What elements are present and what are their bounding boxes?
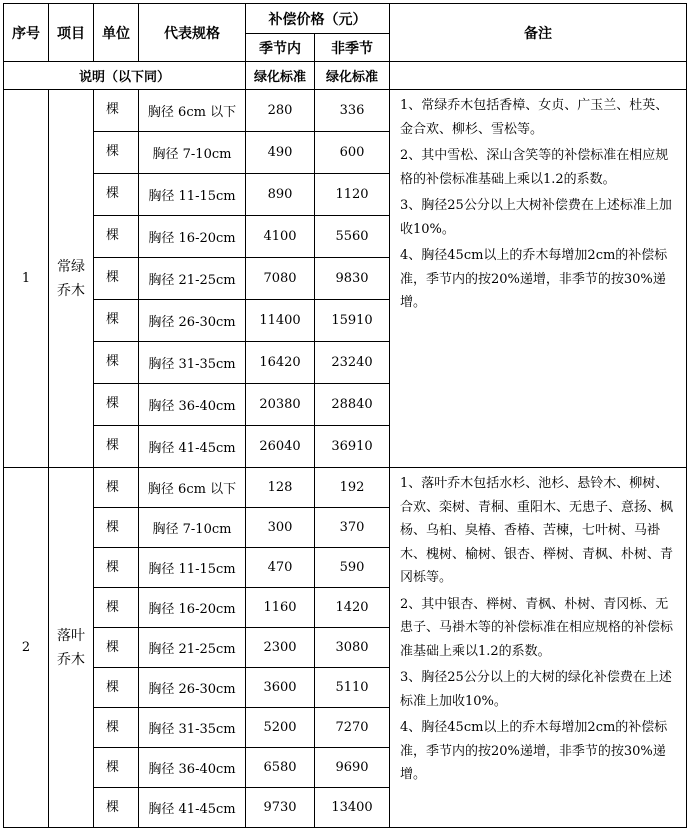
unit-cell: 棵: [94, 216, 139, 258]
in-season-price: 280: [246, 90, 315, 132]
spec-cell: 胸径 21-25cm: [139, 628, 246, 668]
spec-cell: 胸径 21-25cm: [139, 258, 246, 300]
remark-paragraph: 2、其中银杏、榉树、青枫、朴树、青冈栎、无患子、马褂木等的补偿标准在相应规格的补偿标准基础上乘以1.2的系数。: [400, 596, 674, 659]
spec-cell: 胸径 36-40cm: [139, 748, 246, 788]
remark-paragraph: 4、胸径45cm以上的乔木每增加2cm的补偿标准，季节内的按20%递增，非季节的按30%递增。: [400, 720, 668, 782]
unit-cell: 棵: [94, 300, 139, 342]
in-season-price: 490: [246, 132, 315, 174]
spec-cell: 胸径 6cm 以下: [139, 468, 246, 508]
off-season-price: 1120: [315, 174, 390, 216]
unit-cell: 棵: [94, 748, 139, 788]
spec-cell: 胸径 36-40cm: [139, 384, 246, 426]
off-season-price: 5560: [315, 216, 390, 258]
unit-cell: 棵: [94, 468, 139, 508]
off-season-price: 3080: [315, 628, 390, 668]
remark-paragraph: 4、胸径45cm以上的乔木每增加2cm的补偿标准，季节内的按20%递增，非季节的按30%递增。: [400, 248, 668, 310]
unit-cell: 棵: [94, 90, 139, 132]
unit-cell: 棵: [94, 384, 139, 426]
unit-cell: 棵: [94, 426, 139, 468]
off-season-price: 590: [315, 548, 390, 588]
in-season-price: 128: [246, 468, 315, 508]
in-season-price: 1160: [246, 588, 315, 628]
header-explain: 说明（以下同）: [4, 62, 246, 90]
table-body: [4, 90, 687, 828]
spec-cell: 胸径 7-10cm: [139, 508, 246, 548]
table-row: [4, 90, 687, 132]
table-row: [4, 468, 687, 508]
header-seq: 序号: [4, 4, 49, 62]
off-season-price: 336: [315, 90, 390, 132]
category-line: 乔木: [57, 282, 85, 299]
remark-paragraph: 1、落叶乔木包括水杉、池杉、悬铃木、柳树、合欢、栾树、青桐、重阳木、无患子、意扬、枫杨、乌桕、臭椿、香椿、苦楝，七叶树、马褂木、槐树、榆树、银杏、榉树、青枫、朴树、青冈栎等。: [400, 476, 674, 585]
spec-cell: 胸径 7-10cm: [139, 132, 246, 174]
remark-paragraph: 1、常绿乔木包括香樟、女贞、广玉兰、杜英、金合欢、柳杉、雪松等。: [400, 98, 669, 137]
in-season-price: 9730: [246, 788, 315, 828]
group-remarks: [390, 90, 687, 468]
in-season-price: 11400: [246, 300, 315, 342]
spec-cell: 胸径 11-15cm: [139, 548, 246, 588]
header-item: 项目: [49, 4, 94, 62]
group-category: [49, 468, 94, 828]
category-line: 落叶: [57, 627, 85, 644]
off-season-price: 9690: [315, 748, 390, 788]
off-season-price: 600: [315, 132, 390, 174]
in-season-price: 20380: [246, 384, 315, 426]
in-season-price: 3600: [246, 668, 315, 708]
spec-cell: 胸径 26-30cm: [139, 300, 246, 342]
compensation-table: [3, 3, 687, 828]
header-remark: 备注: [390, 4, 687, 62]
off-season-price: 36910: [315, 426, 390, 468]
in-season-price: 470: [246, 548, 315, 588]
spec-cell: 胸径 11-15cm: [139, 174, 246, 216]
header-unit: 单位: [94, 4, 139, 62]
remark-paragraph: 3、胸径25公分以上的大树的绿化补偿费在上述标准上加收10%。: [400, 670, 672, 709]
header-green-std-off: 绿化标准: [315, 62, 390, 90]
unit-cell: 棵: [94, 548, 139, 588]
unit-cell: 棵: [94, 788, 139, 828]
header-green-std-in: 绿化标准: [246, 62, 315, 90]
in-season-price: 890: [246, 174, 315, 216]
header-explain-blank: [390, 62, 687, 90]
unit-cell: 棵: [94, 132, 139, 174]
in-season-price: 300: [246, 508, 315, 548]
in-season-price: 4100: [246, 216, 315, 258]
off-season-price: 28840: [315, 384, 390, 426]
header-price: 补偿价格（元）: [246, 4, 390, 34]
spec-cell: 胸径 6cm 以下: [139, 90, 246, 132]
off-season-price: 192: [315, 468, 390, 508]
remark-paragraph: 2、其中雪松、深山含笑等的补偿标准在相应规格的补偿标准基础上乘以1.2的系数。: [400, 148, 669, 187]
off-season-price: 23240: [315, 342, 390, 384]
in-season-price: 2300: [246, 628, 315, 668]
spec-cell: 胸径 41-45cm: [139, 426, 246, 468]
in-season-price: 16420: [246, 342, 315, 384]
spec-cell: 胸径 31-35cm: [139, 708, 246, 748]
header-spec: 代表规格: [139, 4, 246, 62]
unit-cell: 棵: [94, 258, 139, 300]
in-season-price: 7080: [246, 258, 315, 300]
unit-cell: 棵: [94, 174, 139, 216]
group-category: [49, 90, 94, 468]
header-off-season: 非季节: [315, 34, 390, 62]
in-season-price: 6580: [246, 748, 315, 788]
unit-cell: 棵: [94, 508, 139, 548]
unit-cell: 棵: [94, 628, 139, 668]
unit-cell: 棵: [94, 708, 139, 748]
group-remarks: [390, 468, 687, 828]
spec-cell: 胸径 16-20cm: [139, 216, 246, 258]
group-seq: 2: [4, 468, 49, 828]
group-seq: 1: [4, 90, 49, 468]
off-season-price: 370: [315, 508, 390, 548]
off-season-price: 15910: [315, 300, 390, 342]
off-season-price: 13400: [315, 788, 390, 828]
spec-cell: 胸径 31-35cm: [139, 342, 246, 384]
category-line: 乔木: [57, 651, 85, 668]
remark-paragraph: 3、胸径25公分以上大树补偿费在上述标准上加收10%。: [400, 198, 672, 237]
unit-cell: 棵: [94, 342, 139, 384]
off-season-price: 9830: [315, 258, 390, 300]
off-season-price: 1420: [315, 588, 390, 628]
spec-cell: 胸径 41-45cm: [139, 788, 246, 828]
spec-cell: 胸径 26-30cm: [139, 668, 246, 708]
category-line: 常绿: [57, 258, 85, 275]
off-season-price: 5110: [315, 668, 390, 708]
unit-cell: 棵: [94, 588, 139, 628]
spec-cell: 胸径 16-20cm: [139, 588, 246, 628]
header-in-season: 季节内: [246, 34, 315, 62]
unit-cell: 棵: [94, 668, 139, 708]
off-season-price: 7270: [315, 708, 390, 748]
in-season-price: 5200: [246, 708, 315, 748]
in-season-price: 26040: [246, 426, 315, 468]
